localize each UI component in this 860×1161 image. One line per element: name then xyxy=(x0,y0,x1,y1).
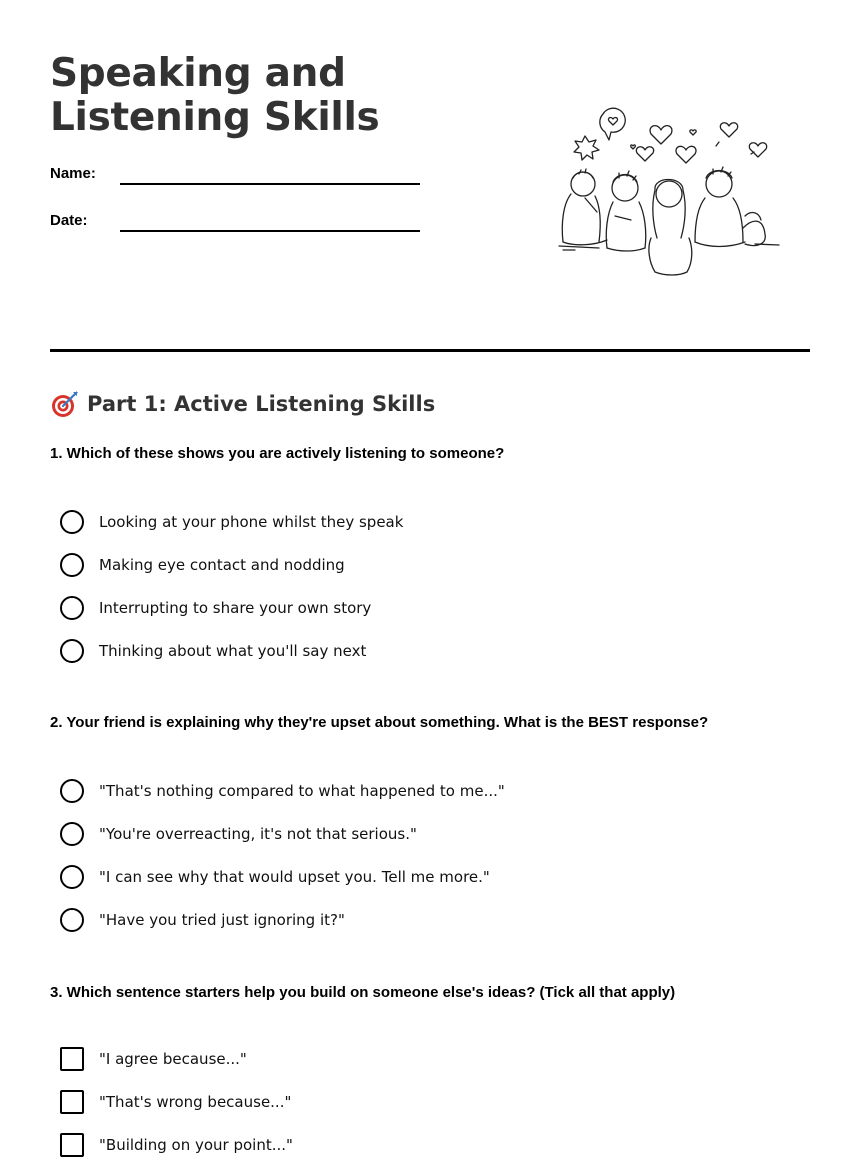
q2-option-3[interactable] xyxy=(60,864,490,890)
name-label: Name: xyxy=(50,165,96,182)
date-field xyxy=(50,207,430,237)
date-input-line[interactable] xyxy=(120,230,420,232)
radio-button[interactable] xyxy=(60,908,84,932)
option-label: Thinking about what you'll say next xyxy=(99,642,367,660)
date-label: Date: xyxy=(50,212,88,229)
checkbox[interactable] xyxy=(60,1090,84,1114)
radio-button[interactable] xyxy=(60,822,84,846)
q2-option-4[interactable] xyxy=(60,907,345,933)
checkbox[interactable] xyxy=(60,1133,84,1157)
target-dart-icon xyxy=(50,389,80,419)
option-label: "That's nothing compared to what happened to me..." xyxy=(99,782,505,800)
checkbox[interactable] xyxy=(60,1047,84,1071)
option-label: Looking at your phone whilst they speak xyxy=(99,513,404,531)
name-input-line[interactable] xyxy=(120,183,420,185)
option-label: "Have you tried just ignoring it?" xyxy=(99,911,345,929)
option-label: Interrupting to share your own story xyxy=(99,599,372,617)
q1-option-2[interactable] xyxy=(60,552,345,578)
part1-heading xyxy=(50,388,435,420)
option-label: "That's wrong because..." xyxy=(99,1093,292,1111)
question-3: 3. Which sentence starters help you build on someone else's ideas? (Tick all that apply) xyxy=(50,984,676,1001)
page-title: Speaking and Listening Skills xyxy=(50,51,380,140)
option-label: Making eye contact and nodding xyxy=(99,556,345,574)
option-label: "Building on your point..." xyxy=(99,1136,293,1154)
radio-button[interactable] xyxy=(60,510,84,534)
radio-button[interactable] xyxy=(60,865,84,889)
question-2: 2. Your friend is explaining why they're upset about something. What is the BEST response? xyxy=(50,714,709,731)
radio-button[interactable] xyxy=(60,553,84,577)
q2-option-1[interactable] xyxy=(60,778,505,804)
name-field xyxy=(50,160,430,190)
radio-button[interactable] xyxy=(60,639,84,663)
q1-option-4[interactable] xyxy=(60,638,366,664)
radio-button[interactable] xyxy=(60,779,84,803)
section-divider xyxy=(50,349,810,352)
q3-option-3[interactable] xyxy=(60,1132,293,1158)
option-label: "I agree because..." xyxy=(99,1050,247,1068)
children-talking-illustration xyxy=(555,98,785,276)
q3-option-1[interactable] xyxy=(60,1046,247,1072)
part1-heading-text: Part 1: Active Listening Skills xyxy=(87,392,436,416)
radio-button[interactable] xyxy=(60,596,84,620)
q3-option-2[interactable] xyxy=(60,1089,291,1115)
option-label: "You're overreacting, it's not that serious." xyxy=(99,825,417,843)
option-label: "I can see why that would upset you. Tell me more." xyxy=(99,868,490,886)
q2-option-2[interactable] xyxy=(60,821,417,847)
q1-option-1[interactable] xyxy=(60,509,403,535)
q1-option-3[interactable] xyxy=(60,595,371,621)
question-1: 1. Which of these shows you are actively listening to someone? xyxy=(50,445,505,462)
